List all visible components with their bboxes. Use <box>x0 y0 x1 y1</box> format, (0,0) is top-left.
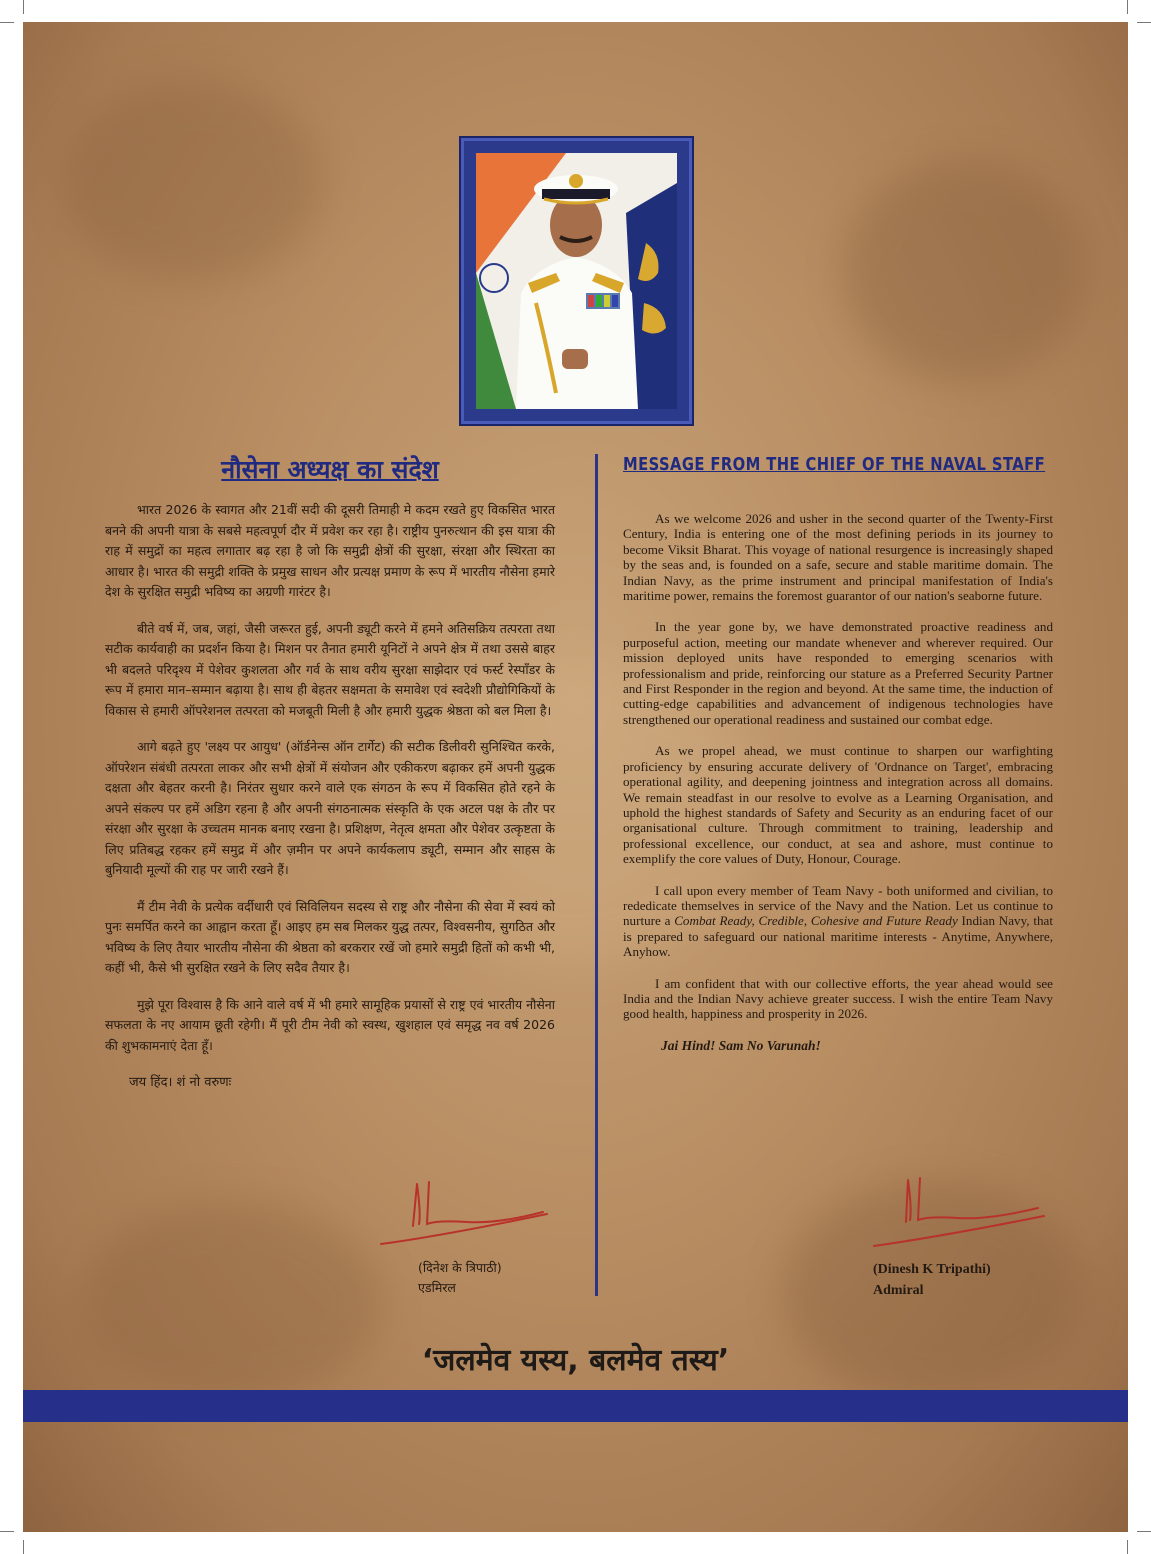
english-paragraph: As we welcome 2026 and usher in the second quarter of the Twenty-First Century, India is entering one of the most defining periods in its journey to become Viksit Bharat. This voyage of national resurgence is increasingly shaped by the seas and, is founded on a safe, secure and stable maritime domain. The Indian Navy, as the prime instrument and principal manifestation of India's maritime power, remains the foremost guarantor of our nation's seaborne future. <box>623 511 1053 604</box>
hindi-paragraph: मुझे पूरा विश्वास है कि आने वाले वर्ष में भी हमारे सामूहिक प्रयासों से राष्ट्र एवं भारतीय नौसेना सफलता के नए आयाम छूती रहेगी। मैं पूरी टीम नेवी को स्वस्थ, खुशहाल एवं समृद्ध नव वर्ष 2026 की शुभकामनाएं देता हूँ। <box>105 996 555 1053</box>
hindi-signatory-rank: एडमिरल <box>418 1280 456 1295</box>
crop-mark <box>1137 1531 1151 1532</box>
english-paragraph: In the year gone by, we have demonstrated proactive readiness and purposeful action, meeting our mandate whenever and wherever required. Our mission deployed units have responded to emerging scenarios with professionalism and pride, reinforcing our stature as a Preferred Security Partner and First Responder in the region and beyond. At the same time, the induction of cutting-edge capabilities and advancement of indigenous technologies have strengthened our operational readiness and sustained our combat edge. <box>623 619 1053 727</box>
hindi-paragraph: बीते वर्ष में, जब, जहां, जैसी जरूरत हुई, अपनी ड्यूटी करने में हमने अतिसक्रिय तत्परता तथा सटीक कार्यवाही का प्रदर्शन किया है। मिशन पर तैनात हमारी यूनिटों ने अपने क्षेत्र में तथा उससे बाहर भी बदलते परिदृश्य में पेशेवर कुशलता और गर्व के साथ वरीय सुरक्षा साझेदार एवं फर्स्ट रेस्पॉंडर के रूप में हमारा मान–सम्मान बढ़ाया है। साथ ही बेहतर सक्षमता के समावेश एवं स्वदेशी प्रौद्योगिकियों के विकास से हमारी ऑपरेशनल तत्परता को मजबूती मिली है और हमारी युद्धक श्रेष्ठता को बल मिला है। <box>105 620 555 718</box>
english-signatory <box>873 1259 991 1301</box>
english-paragraph-part: Indian Navy, that is prepared to safeguard our national maritime interests - Anytime, Anywhere, Anyhow. <box>623 913 1053 960</box>
admiral-portrait-image <box>476 153 677 409</box>
english-paragraph-part: I call upon every member of Team Navy - both uniformed and civilian, to rededicate themselves in service of the Navy and the Nation. Let us continue to nurture a <box>623 882 1053 929</box>
crop-mark <box>1127 1540 1128 1554</box>
crop-mark <box>0 1531 14 1532</box>
english-paragraph: As we propel ahead, we must continue to sharpen our warfighting proficiency by ensuring accurate delivery of 'Ordnance on Target', embracing operational agility, and deepening jointness and integration across all domains. We remain steadfast in our resolve to evolve as a Learning Organisation, and uphold the highest standards of Safety and Security as an enduring facet of our organisational culture. Through commitment to training, leadership and professional excellence, our conduct, at sea and ashore, must continue to exemplify the core values of Duty, Honour, Courage. <box>623 743 1053 867</box>
hindi-paragraph: आगे बढ़ते हुए 'लक्ष्य पर आयुध' (ऑर्डनेन्स ऑन टार्गेट) की सटीक डिलीवरी सुनिश्चित करके, ऑपरेशन संबंधी तत्परता लाकर और सभी क्षेत्रों में संयोजन और एकीकरण बढ़ाकर हमें अपनी युद्धक दक्षता और बेहतर करनी है। निरंतर सुधार करने वाले एक संगठन के रूप में विकसित होते रहने के अपने संकल्प पर हमें अडिग रहना है और अपनी संगठनात्मक संस्कृति के एक अटल पक्ष के तौर पर संरक्षा और सुरक्षा के उच्चतम मानक बनाए रखना है। प्रशिक्षण, नेतृत्व क्षमता और पेशेवर उत्कृष्टता के लिए प्रतिबद्ध रहकर हमें समुद्र में और ज़मीन पर अपने कार्यकलाप ड्यूटी, सम्मान और साहस के बुनियादी मूल्यों की राह पर जारी रखने हैं। <box>105 739 555 877</box>
crop-mark <box>1137 22 1151 23</box>
hindi-closing: जय हिंद। शं नो वरुणः <box>129 1075 232 1090</box>
hindi-paragraph: मैं टीम नेवी के प्रत्येक वर्दीधारी एवं सिविलियन सदस्य से राष्ट्र और नौसेना की सेवा में स्वयं को पुनः समर्पित करने का आह्वान करता हूँ। आइए हम सब मिलकर युद्ध तत्पर, विश्वसनीय, सुगठित और भविष्य के लिए तैयार भारतीय नौसेना की श्रेष्ठता को बरकरार रखें जो हमारे समुद्री हितों को कभी भी, कहीं भी, कैसे भी सुरक्षित रखने के लिए सदैव तैयार है। <box>105 898 555 975</box>
english-signature <box>868 1172 1048 1256</box>
navy-motto: ‘जलमेव यस्य, बलमेव तस्य’ <box>421 1343 730 1378</box>
hindi-title: नौसेना अध्यक्ष का संदेश <box>221 455 439 484</box>
english-emphasis: Combat Ready, Credible, Cohesive and Future Ready <box>674 913 958 929</box>
paper-stain <box>843 162 1083 382</box>
english-signatory-rank: Admiral <box>873 1283 924 1298</box>
english-closing: Jai Hind! Sam No Varunah! <box>661 1037 821 1053</box>
column-divider <box>595 454 598 1296</box>
parchment-page <box>23 22 1128 1532</box>
english-paragraph <box>623 883 1053 960</box>
english-paragraph: I am confident that with our collective efforts, the year ahead would see India and the Indian Navy achieve greater success. I wish the entire Team Navy good health, happiness and prosperity in 2026. <box>623 975 1053 1022</box>
english-title: MESSAGE FROM THE CHIEF OF THE NAVAL STAFF <box>623 454 1046 475</box>
hindi-signatory <box>418 1258 502 1298</box>
hindi-signature <box>371 1174 551 1258</box>
hindi-signatory-name: (दिनेश के त्रिपाठी) <box>418 1260 502 1275</box>
portrait-frame <box>461 138 692 424</box>
hindi-paragraph: भारत 2026 के स्वागत और 21वीं सदी की दूसरी तिमाही मे कदम रखते हुए विकसित भारत बनने की अपनी यात्रा के सबसे महत्वपूर्ण दौर में प्रवेश कर रहा है। राष्ट्रीय पुनरुत्थान की इस यात्रा की राह में समुद्रों का महत्व लगातार बढ़ रहा है जो कि समुद्री क्षेत्रों की सुरक्षा, संरक्षा और स्थिरता का आधार है। भारत की समुद्री शक्ति के प्रमुख साधन और प्रत्यक्ष प्रमाण के रूप में भारतीय नौसेना हमारे देश के सुरक्षित समुद्री भविष्य का अग्रणी गारंटर है। <box>105 502 555 599</box>
english-message-column <box>623 454 1053 1054</box>
crop-mark <box>23 1540 24 1554</box>
crop-mark <box>23 0 24 14</box>
hindi-message-column <box>105 452 555 1090</box>
portrait-photo <box>476 153 677 409</box>
crop-mark <box>0 22 14 23</box>
footer-band <box>23 1390 1128 1422</box>
crop-mark <box>1127 0 1128 14</box>
paper-stain <box>63 82 323 282</box>
english-signatory-name: (Dinesh K Tripathi) <box>873 1262 991 1277</box>
